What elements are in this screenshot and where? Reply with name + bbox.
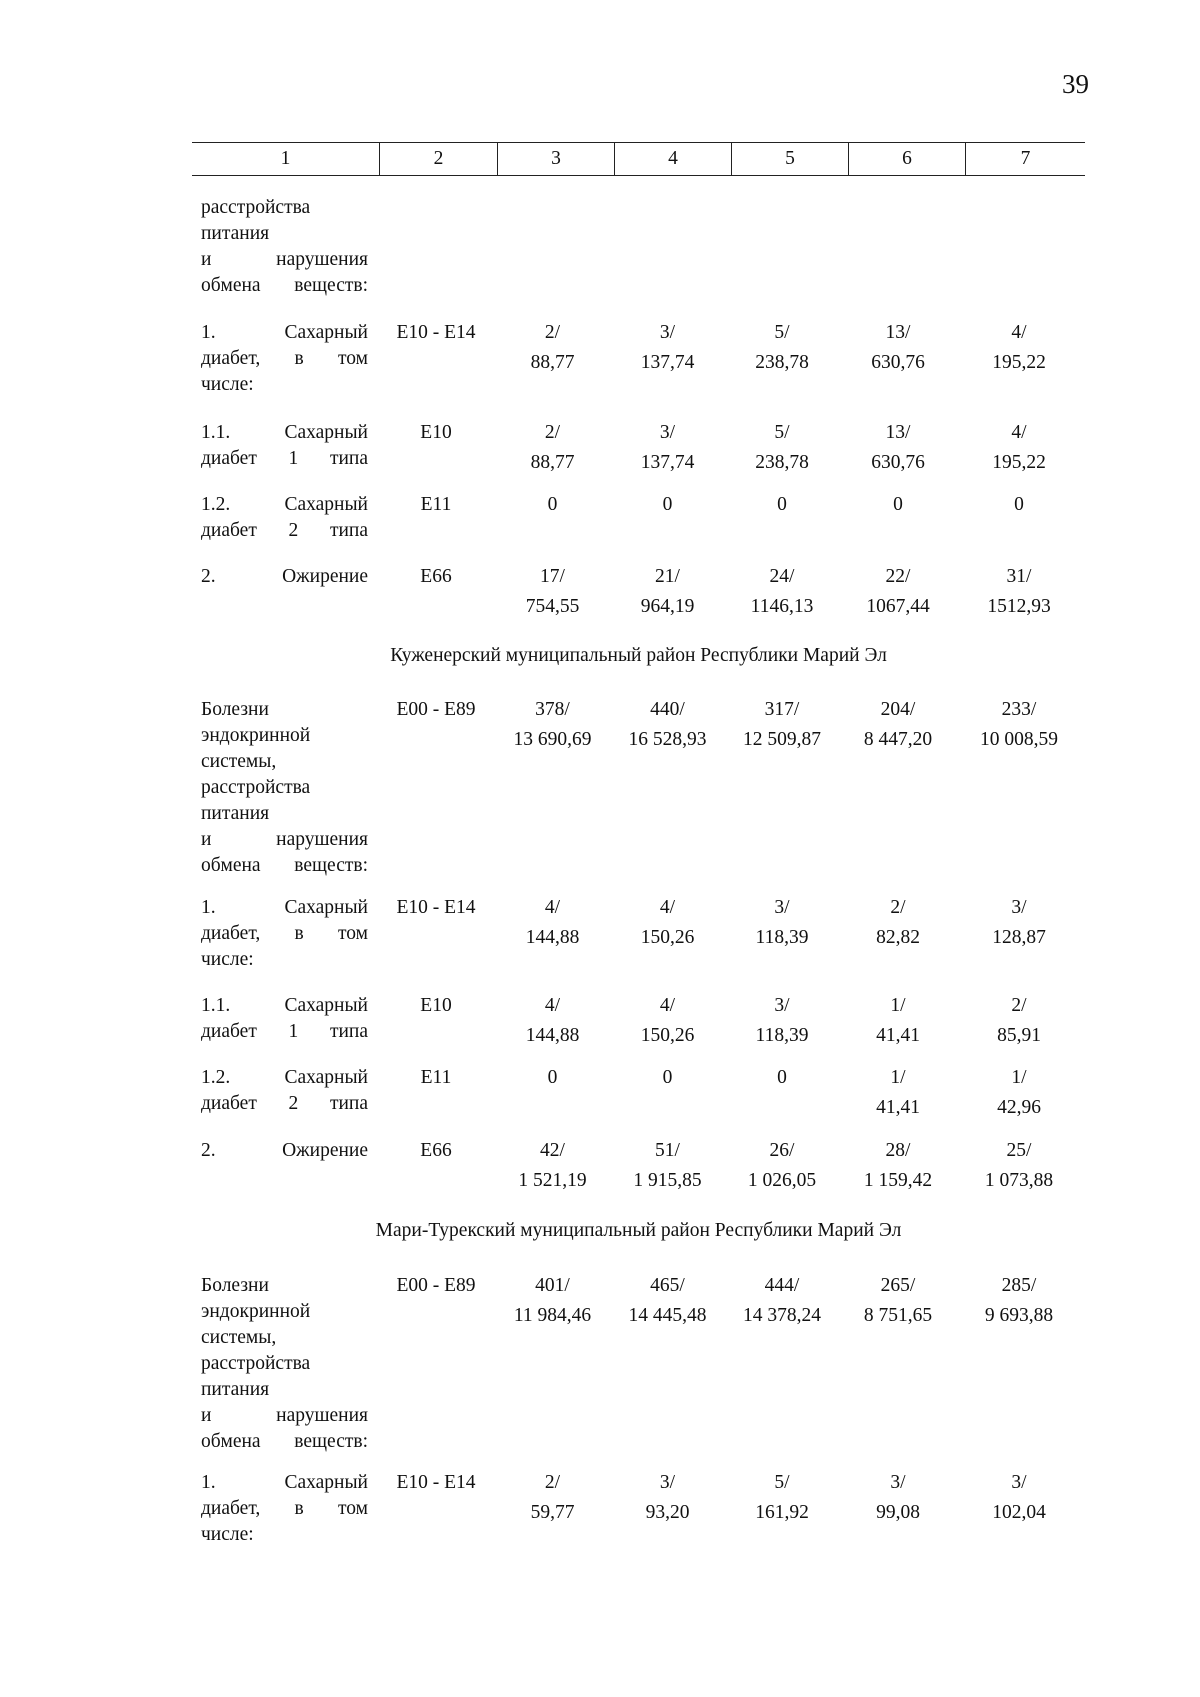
rate-per-100k: 150,26: [640, 927, 695, 948]
rate-per-100k: 238,78: [755, 352, 809, 373]
value-cell-year-3: [494, 1065, 611, 1091]
absolute-count: 1/: [890, 995, 906, 1016]
value-cell-year-5: [722, 697, 842, 753]
absolute-count: 4/: [1011, 422, 1027, 443]
rate-per-100k: 10 008,59: [980, 729, 1058, 750]
indicator-name-line: 1.1. Сахарный: [201, 995, 368, 1016]
absolute-count: 24/: [769, 566, 795, 587]
absolute-count: 0: [777, 494, 787, 515]
rate-per-100k: 630,76: [871, 452, 925, 473]
indicator-name-line: числе:: [201, 949, 254, 970]
indicator-name-line: диабет, в том: [201, 1498, 368, 1519]
value-cell-year-7: [958, 993, 1080, 1049]
indicator-name-cell: [201, 1065, 368, 1117]
value-cell-year-5: [722, 320, 842, 376]
absolute-count: 2/: [544, 322, 561, 343]
absolute-count: 26/: [769, 1140, 795, 1161]
rate-per-100k: 144,88: [525, 927, 580, 948]
value-cell-year-5: [722, 1138, 842, 1194]
rate-per-100k: 1067,44: [866, 596, 930, 617]
value-cell-year-5: [722, 420, 842, 476]
absolute-count: 13/: [885, 322, 911, 343]
header-cell-3: 3: [551, 148, 561, 169]
rate-per-100k: 14 378,24: [743, 1305, 821, 1326]
value-cell-year-6: [838, 492, 958, 518]
value-cell-year-7: [958, 1138, 1080, 1194]
indicator-name-line: диабет, в том: [201, 348, 368, 369]
indicator-name-line: диабет 2 типа: [201, 1093, 368, 1114]
value-cell-year-6: [838, 320, 958, 376]
absolute-count: 0: [662, 494, 673, 515]
absolute-count: 3/: [659, 322, 676, 343]
indicator-name-cell: [201, 993, 368, 1045]
value-cell-year-5: [722, 564, 842, 620]
indicator-name-line: числе:: [201, 374, 254, 395]
absolute-count: 21/: [655, 566, 680, 587]
rate-per-100k: 12 509,87: [743, 729, 821, 750]
indicator-name-line: Болезни: [201, 699, 269, 720]
value-cell-year-7: [958, 564, 1080, 620]
absolute-count: 42/: [540, 1140, 565, 1161]
absolute-count: 0: [893, 494, 903, 515]
absolute-count: 4/: [544, 897, 561, 918]
value-cell-year-6: [838, 895, 958, 951]
indicator-name-line: 1. Сахарный: [201, 322, 368, 343]
value-cell-year-7: [958, 320, 1080, 376]
absolute-count: 440/: [650, 699, 685, 720]
indicator-name-cell: [201, 1273, 368, 1455]
value-cell-year-3: [494, 1138, 611, 1194]
icd-code-cell: E11: [420, 1067, 452, 1088]
indicator-name-line: эндокринной: [201, 1301, 311, 1322]
value-cell-year-7: [958, 1273, 1080, 1329]
header-cell-1: 1: [280, 148, 291, 169]
icd-code-cell: E66: [420, 1140, 452, 1161]
absolute-count: 401/: [535, 1275, 570, 1296]
indicator-name-line: питания: [201, 803, 270, 824]
absolute-count: 0: [777, 1067, 787, 1088]
absolute-count: 465/: [650, 1275, 685, 1296]
rate-per-100k: 1 159,42: [863, 1170, 933, 1191]
indicator-name-cell: [201, 1138, 368, 1164]
value-cell-year-4: [608, 1065, 727, 1091]
absolute-count: 4/: [659, 897, 676, 918]
rate-per-100k: 8 751,65: [863, 1305, 933, 1326]
absolute-count: 204/: [880, 699, 916, 720]
absolute-count: 233/: [1001, 699, 1037, 720]
value-cell-year-3: [494, 320, 611, 376]
absolute-count: 3/: [1011, 1472, 1027, 1493]
icd-code-cell: E00 - E89: [396, 1275, 476, 1296]
rate-per-100k: 161,92: [755, 1502, 809, 1523]
value-cell-year-6: [838, 564, 958, 620]
absolute-count: 1/: [890, 1067, 906, 1088]
region-title: Куженерский муниципальный район Республики Марий Эл: [390, 645, 887, 666]
indicator-name-cell: [201, 320, 368, 398]
indicator-name-cell: [201, 195, 368, 299]
value-cell-year-4: [608, 1470, 727, 1526]
value-cell-year-5: [722, 1273, 842, 1329]
value-cell-year-4: [608, 1273, 727, 1329]
region-title: Мари-Турекский муниципальный район Республики Марий Эл: [375, 1220, 902, 1241]
absolute-count: 31/: [1006, 566, 1032, 587]
indicator-name-line: обмена веществ:: [201, 1431, 368, 1452]
rate-per-100k: 118,39: [755, 1025, 809, 1046]
rate-per-100k: 42,96: [997, 1097, 1041, 1118]
rate-per-100k: 1 026,05: [747, 1170, 817, 1191]
indicator-name-line: и нарушения: [201, 1405, 368, 1426]
header-cell-4: 4: [668, 148, 678, 169]
indicator-name-cell: [201, 697, 368, 879]
indicator-name-line: расстройства: [201, 1353, 311, 1374]
indicator-name-line: 2. Ожирение: [201, 566, 368, 587]
indicator-name-line: 1.2. Сахарный: [201, 494, 368, 515]
value-cell-year-6: [838, 1138, 958, 1194]
indicator-name-line: числе:: [201, 1524, 254, 1545]
rate-per-100k: 14 445,48: [628, 1305, 707, 1326]
value-cell-year-3: [494, 1273, 611, 1329]
absolute-count: 3/: [1011, 897, 1027, 918]
absolute-count: 444/: [764, 1275, 800, 1296]
absolute-count: 25/: [1006, 1140, 1032, 1161]
rate-per-100k: 1 073,88: [984, 1170, 1054, 1191]
indicator-name-line: Болезни: [201, 1275, 269, 1296]
value-cell-year-6: [838, 697, 958, 753]
value-cell-year-7: [958, 420, 1080, 476]
rate-per-100k: 102,04: [992, 1502, 1046, 1523]
value-cell-year-4: [608, 492, 727, 518]
absolute-count: 285/: [1001, 1275, 1037, 1296]
absolute-count: 4/: [544, 995, 561, 1016]
value-cell-year-6: [838, 1470, 958, 1526]
indicator-name-line: диабет 2 типа: [201, 520, 368, 541]
indicator-name-line: системы,: [201, 751, 277, 772]
indicator-name-line: обмена веществ:: [201, 855, 368, 876]
header-cell-5: 5: [785, 148, 795, 169]
rate-per-100k: 9 693,88: [984, 1305, 1054, 1326]
rate-per-100k: 1146,13: [750, 596, 814, 617]
indicator-name-line: и нарушения: [201, 829, 368, 850]
indicator-name-line: эндокринной: [201, 725, 311, 746]
rate-per-100k: 118,39: [755, 927, 809, 948]
value-cell-year-6: [838, 1273, 958, 1329]
absolute-count: 4/: [659, 995, 676, 1016]
rate-per-100k: 41,41: [876, 1025, 920, 1046]
absolute-count: 2/: [544, 422, 561, 443]
value-cell-year-3: [494, 993, 611, 1049]
value-cell-year-7: [958, 492, 1080, 518]
rate-per-100k: 238,78: [755, 452, 809, 473]
rate-per-100k: 88,77: [530, 452, 575, 473]
absolute-count: 28/: [885, 1140, 911, 1161]
value-cell-year-7: [958, 895, 1080, 951]
absolute-count: 2/: [544, 1472, 561, 1493]
value-cell-year-5: [722, 993, 842, 1049]
rate-per-100k: 1 915,85: [633, 1170, 702, 1191]
header-cell-2: 2: [433, 148, 444, 169]
indicator-name-line: диабет, в том: [201, 923, 368, 944]
rate-per-100k: 88,77: [530, 352, 575, 373]
value-cell-year-4: [608, 320, 727, 376]
value-cell-year-3: [494, 1470, 611, 1526]
absolute-count: 5/: [774, 1472, 790, 1493]
rate-per-100k: 964,19: [640, 596, 695, 617]
absolute-count: 0: [1014, 494, 1024, 515]
indicator-name-line: 1.1. Сахарный: [201, 422, 368, 443]
rate-per-100k: 11 984,46: [513, 1305, 592, 1326]
icd-code-cell: E00 - E89: [396, 699, 476, 720]
indicator-name-line: расстройства: [201, 777, 311, 798]
indicator-name-line: диабет 1 типа: [201, 1021, 368, 1042]
absolute-count: 17/: [540, 566, 565, 587]
icd-code-cell: E10 - E14: [396, 322, 476, 343]
rate-per-100k: 1512,93: [987, 596, 1051, 617]
absolute-count: 51/: [655, 1140, 680, 1161]
value-cell-year-3: [494, 492, 611, 518]
indicator-name-cell: [201, 895, 368, 973]
value-cell-year-6: [838, 1065, 958, 1121]
absolute-count: 265/: [880, 1275, 916, 1296]
page-number: 39: [1062, 69, 1089, 99]
indicator-name-line: питания: [201, 223, 270, 244]
rate-per-100k: 82,82: [876, 927, 920, 948]
rate-per-100k: 16 528,93: [628, 729, 707, 750]
rate-per-100k: 195,22: [992, 352, 1046, 373]
indicator-name-line: системы,: [201, 1327, 277, 1348]
value-cell-year-5: [722, 1065, 842, 1091]
indicator-name-cell: [201, 564, 368, 590]
value-cell-year-4: [608, 420, 727, 476]
indicator-name-cell: [201, 1470, 368, 1548]
value-cell-year-3: [494, 697, 611, 753]
rate-per-100k: 137,74: [640, 352, 695, 373]
absolute-count: 378/: [535, 699, 570, 720]
indicator-name-line: 1. Сахарный: [201, 1472, 368, 1493]
absolute-count: 3/: [659, 1472, 676, 1493]
icd-code-cell: E66: [420, 566, 452, 587]
rate-per-100k: 150,26: [640, 1025, 695, 1046]
absolute-count: 3/: [659, 422, 676, 443]
absolute-count: 3/: [774, 897, 790, 918]
absolute-count: 0: [547, 494, 558, 515]
rate-per-100k: 93,20: [645, 1502, 690, 1523]
rate-per-100k: 144,88: [525, 1025, 580, 1046]
value-cell-year-3: [494, 564, 611, 620]
value-cell-year-5: [722, 492, 842, 518]
value-cell-year-4: [608, 895, 727, 951]
value-cell-year-3: [494, 420, 611, 476]
icd-code-cell: E10 - E14: [396, 1472, 476, 1493]
rate-per-100k: 59,77: [530, 1502, 575, 1523]
rate-per-100k: 1 521,19: [518, 1170, 587, 1191]
value-cell-year-7: [958, 1065, 1080, 1121]
value-cell-year-4: [608, 564, 727, 620]
indicator-name-line: расстройства: [201, 197, 311, 218]
absolute-count: 317/: [764, 699, 800, 720]
header-cell-6: 6: [902, 148, 912, 169]
absolute-count: 5/: [774, 422, 790, 443]
value-cell-year-6: [838, 420, 958, 476]
icd-code-cell: E10: [420, 422, 452, 443]
indicator-name-line: 1.2. Сахарный: [201, 1067, 368, 1088]
value-cell-year-5: [722, 1470, 842, 1526]
rate-per-100k: 630,76: [871, 352, 925, 373]
value-cell-year-3: [494, 895, 611, 951]
absolute-count: 13/: [885, 422, 911, 443]
rate-per-100k: 128,87: [992, 927, 1046, 948]
icd-code-cell: E11: [420, 494, 452, 515]
rate-per-100k: 13 690,69: [513, 729, 592, 750]
absolute-count: 0: [547, 1067, 558, 1088]
absolute-count: 2/: [890, 897, 906, 918]
value-cell-year-4: [608, 697, 727, 753]
absolute-count: 3/: [774, 995, 790, 1016]
rate-per-100k: 137,74: [640, 452, 695, 473]
absolute-count: 2/: [1011, 995, 1027, 1016]
absolute-count: 5/: [774, 322, 790, 343]
icd-code-cell: E10: [420, 995, 452, 1016]
indicator-name-cell: [201, 420, 368, 472]
value-cell-year-4: [608, 1138, 727, 1194]
table-header: [192, 142, 1085, 176]
header-cell-7: 7: [1020, 148, 1031, 169]
rate-per-100k: 754,55: [525, 596, 580, 617]
value-cell-year-7: [958, 1470, 1080, 1526]
indicator-name-line: 1. Сахарный: [201, 897, 368, 918]
indicator-name-line: и нарушения: [201, 249, 368, 270]
value-cell-year-5: [722, 895, 842, 951]
icd-code-cell: E10 - E14: [396, 897, 476, 918]
value-cell-year-7: [958, 697, 1080, 753]
value-cell-year-6: [838, 993, 958, 1049]
rate-per-100k: 99,08: [876, 1502, 920, 1523]
absolute-count: 22/: [885, 566, 911, 587]
value-cell-year-4: [608, 993, 727, 1049]
indicator-name-line: 2. Ожирение: [201, 1140, 368, 1161]
absolute-count: 0: [662, 1067, 673, 1088]
indicator-name-line: диабет 1 типа: [201, 448, 368, 469]
absolute-count: 3/: [890, 1472, 906, 1493]
absolute-count: 1/: [1011, 1067, 1027, 1088]
rate-per-100k: 41,41: [876, 1097, 920, 1118]
rate-per-100k: 195,22: [992, 452, 1046, 473]
indicator-name-line: питания: [201, 1379, 270, 1400]
rate-per-100k: 85,91: [997, 1025, 1041, 1046]
indicator-name-cell: [201, 492, 368, 544]
absolute-count: 4/: [1011, 322, 1027, 343]
rate-per-100k: 8 447,20: [863, 729, 933, 750]
indicator-name-line: обмена веществ:: [201, 275, 368, 296]
